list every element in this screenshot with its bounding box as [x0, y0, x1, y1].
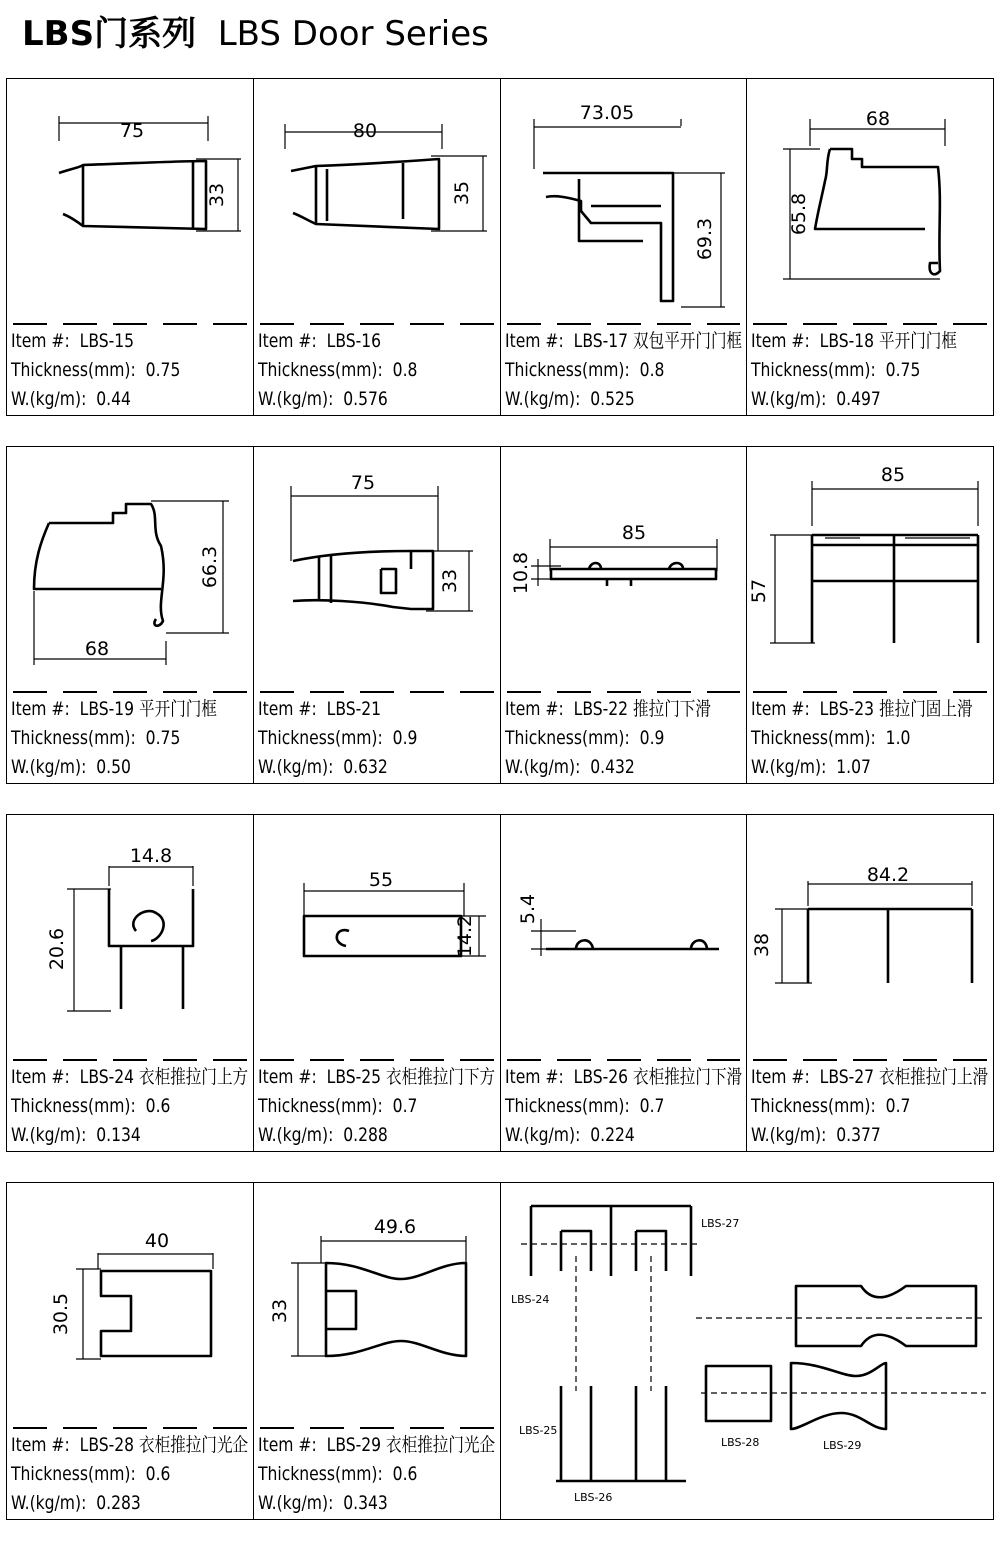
- spec-block: [258, 1431, 495, 1518]
- assembly-drawing: [501, 1183, 995, 1519]
- weight-label: W.(kg/m):: [504, 1124, 580, 1146]
- thickness-line: [505, 1092, 742, 1121]
- profile-drawing: [747, 815, 993, 1055]
- item-line: [505, 695, 711, 724]
- thickness-label: Thickness(mm):: [257, 359, 383, 381]
- thickness-line: [258, 1092, 495, 1121]
- profile-drawing: [501, 79, 747, 319]
- dimension-label: 68: [866, 108, 891, 130]
- item-label: Item #:: [257, 330, 317, 352]
- thickness-line: [11, 1460, 248, 1489]
- thickness-label: Thickness(mm):: [258, 1463, 383, 1485]
- assembly-label: LBS-25: [519, 1424, 558, 1437]
- product-card-lbs-15: [7, 79, 254, 415]
- thickness-line: [751, 356, 957, 385]
- product-card-lbs-19: [7, 447, 254, 783]
- assembly-label: LBS-28: [721, 1436, 760, 1449]
- weight-value: 0.432: [589, 756, 635, 778]
- profile-drawing: [501, 815, 747, 1055]
- dimension-label: 10.8: [509, 551, 532, 595]
- weight-line: [11, 1489, 248, 1518]
- weight-line: [11, 753, 217, 782]
- item-id: LBS-23: [819, 698, 875, 720]
- thickness-line: [751, 1092, 988, 1121]
- thickness-value: 0.8: [392, 359, 418, 381]
- dashed-divider: [507, 691, 741, 693]
- dashed-divider: [260, 691, 494, 693]
- thickness-value: 0.9: [392, 727, 418, 749]
- thickness-value: 0.9: [639, 727, 664, 749]
- item-line: [751, 327, 957, 356]
- item-label: Item #:: [258, 1434, 317, 1456]
- profile-drawing: [254, 1183, 500, 1423]
- weight-line: [505, 1121, 742, 1150]
- spec-block: [505, 327, 742, 414]
- weight-value: 0.44: [96, 388, 131, 410]
- item-id: LBS-26: [573, 1066, 628, 1088]
- item-label: Item #:: [11, 330, 70, 352]
- weight-value: 1.07: [836, 756, 872, 778]
- product-card-lbs-29: [254, 1183, 501, 1519]
- item-name: 双包平开门门框: [632, 330, 742, 352]
- item-line: [258, 695, 417, 724]
- dashed-divider: [507, 323, 741, 325]
- thickness-value: 1.0: [885, 727, 911, 749]
- thickness-label: Thickness(mm):: [11, 1095, 136, 1117]
- weight-label: W.(kg/m):: [11, 388, 87, 410]
- item-name: 推拉门固上滑: [879, 698, 973, 720]
- weight-label: W.(kg/m):: [11, 756, 87, 778]
- dashed-divider: [13, 1427, 247, 1429]
- assembly-label: LBS-29: [823, 1439, 862, 1452]
- item-name: 衣柜推拉门光企: [386, 1434, 496, 1456]
- dimension-label: 40: [144, 1230, 170, 1252]
- dimension-label: 35: [450, 180, 473, 206]
- item-id: LBS-21: [326, 698, 381, 720]
- weight-line: [258, 1489, 495, 1518]
- weight-label: W.(kg/m):: [258, 1492, 334, 1514]
- product-row: [6, 78, 994, 416]
- product-card-lbs-17: [501, 79, 748, 415]
- dashed-divider: [13, 691, 247, 693]
- item-line: [11, 1431, 248, 1460]
- thickness-line: [258, 1460, 495, 1489]
- profile-drawing: [501, 447, 747, 687]
- product-card-lbs-24: [7, 815, 254, 1151]
- thickness-label: Thickness(mm):: [504, 359, 630, 381]
- spec-block: [11, 1431, 248, 1518]
- thickness-value: 0.6: [145, 1463, 171, 1485]
- item-label: Item #:: [11, 1434, 70, 1456]
- product-card-lbs-18: [747, 79, 993, 415]
- dimension-label: 30.5: [50, 1292, 72, 1336]
- thickness-value: 0.8: [639, 359, 664, 381]
- item-line: [11, 327, 180, 356]
- dashed-divider: [260, 1427, 494, 1429]
- dimension-label: 75: [119, 120, 145, 142]
- thickness-value: 0.7: [639, 1095, 664, 1117]
- spec-block: [258, 695, 417, 782]
- thickness-value: 0.6: [392, 1463, 418, 1485]
- thickness-label: Thickness(mm):: [751, 1095, 877, 1117]
- item-name: 平开门门框: [879, 330, 958, 352]
- dashed-divider: [753, 1059, 987, 1061]
- assembly-label: LBS-26: [574, 1491, 613, 1504]
- product-card-lbs-23: [747, 447, 993, 783]
- item-line: [11, 1063, 248, 1092]
- item-id: LBS-19: [79, 698, 135, 720]
- dimension-label: 33: [206, 182, 228, 208]
- dimension-label: 57: [748, 578, 771, 604]
- dimension-label: 55: [368, 869, 393, 891]
- item-name: 衣柜推拉门上方: [139, 1066, 249, 1088]
- thickness-label: Thickness(mm):: [11, 727, 136, 749]
- weight-value: 0.343: [343, 1492, 388, 1514]
- thickness-label: Thickness(mm):: [504, 1095, 630, 1117]
- spec-block: [11, 695, 217, 782]
- dimension-label: 14.2: [453, 914, 476, 958]
- dimension-label: 49.6: [373, 1216, 417, 1238]
- dimension-label: 85: [621, 522, 646, 544]
- thickness-line: [505, 356, 742, 385]
- weight-label: W.(kg/m):: [257, 756, 334, 778]
- assembly-label: LBS-24: [511, 1293, 550, 1306]
- item-label: Item #:: [11, 1066, 70, 1088]
- product-card-lbs-16: [254, 79, 501, 415]
- item-name: 衣柜推拉门下滑: [632, 1066, 742, 1088]
- thickness-line: [505, 724, 711, 753]
- spec-block: [751, 695, 973, 782]
- weight-line: [505, 753, 711, 782]
- dashed-divider: [13, 323, 247, 325]
- item-id: LBS-17: [573, 330, 628, 352]
- item-name: 衣柜推拉门下方: [385, 1066, 495, 1088]
- thickness-value: 0.75: [145, 359, 181, 381]
- product-row: [6, 1182, 994, 1520]
- dimension-label: 20.6: [46, 927, 68, 971]
- page-title: [22, 6, 489, 55]
- item-label: Item #:: [257, 698, 317, 720]
- item-id: LBS-25: [326, 1066, 381, 1088]
- thickness-line: [11, 1092, 248, 1121]
- item-label: Item #:: [504, 330, 564, 352]
- dashed-divider: [260, 1059, 494, 1061]
- product-card-lbs-28: [7, 1183, 254, 1519]
- spec-block: [258, 1063, 495, 1150]
- weight-label: W.(kg/m):: [751, 1124, 827, 1146]
- thickness-label: Thickness(mm):: [11, 359, 136, 381]
- dimension-label: 84.2: [867, 864, 910, 886]
- weight-value: 0.50: [96, 756, 131, 778]
- item-line: [505, 327, 742, 356]
- dimension-label: 80: [352, 120, 377, 142]
- item-id: LBS-15: [79, 330, 135, 352]
- weight-value: 0.134: [96, 1124, 141, 1146]
- dimension-label: 65.8: [788, 192, 811, 236]
- item-line: [505, 1063, 742, 1092]
- title-code: LBS: [22, 14, 95, 54]
- item-line: [11, 695, 217, 724]
- profile-drawing: [254, 815, 500, 1055]
- dashed-divider: [13, 1059, 247, 1061]
- item-label: Item #:: [11, 698, 70, 720]
- dimension-label: 38: [751, 932, 774, 958]
- weight-line: [11, 1121, 248, 1150]
- weight-line: [505, 385, 742, 414]
- spec-block: [505, 1063, 742, 1150]
- dashed-divider: [753, 323, 987, 325]
- thickness-value: 0.6: [145, 1095, 171, 1117]
- weight-label: W.(kg/m):: [751, 756, 827, 778]
- item-label: Item #:: [751, 330, 810, 352]
- profile-drawing: [7, 1183, 253, 1423]
- item-line: [751, 1063, 988, 1092]
- title-cn: 门系列: [94, 14, 197, 54]
- dimension-label: 75: [350, 472, 375, 494]
- thickness-label: Thickness(mm):: [751, 359, 877, 381]
- thickness-value: 0.75: [145, 727, 181, 749]
- item-id: LBS-22: [573, 698, 628, 720]
- dashed-divider: [260, 323, 494, 325]
- thickness-line: [751, 724, 973, 753]
- item-line: [258, 1431, 495, 1460]
- item-line: [751, 695, 973, 724]
- dimension-label: 14.8: [129, 845, 173, 867]
- dimension-label: 85: [881, 464, 906, 486]
- product-card-lbs-25: [254, 815, 501, 1151]
- dashed-divider: [507, 1059, 741, 1061]
- dimension-label: 68: [84, 638, 110, 660]
- product-card-lbs-26: [501, 815, 748, 1151]
- profile-drawing: [747, 79, 993, 319]
- weight-line: [258, 1121, 495, 1150]
- dimension-label: 66.3: [199, 545, 221, 589]
- profile-drawing: [254, 79, 500, 319]
- weight-value: 0.632: [342, 756, 388, 778]
- product-row: [6, 446, 994, 784]
- thickness-label: Thickness(mm):: [11, 1463, 136, 1485]
- thickness-label: Thickness(mm):: [504, 727, 630, 749]
- thickness-line: [258, 724, 417, 753]
- item-label: Item #:: [257, 1066, 317, 1088]
- weight-label: W.(kg/m):: [11, 1492, 87, 1514]
- spec-block: [751, 327, 957, 414]
- weight-value: 0.224: [589, 1124, 635, 1146]
- thickness-label: Thickness(mm):: [751, 727, 877, 749]
- thickness-label: Thickness(mm):: [257, 727, 383, 749]
- thickness-line: [11, 356, 180, 385]
- weight-label: W.(kg/m):: [751, 388, 827, 410]
- item-label: Item #:: [504, 1066, 564, 1088]
- weight-value: 0.576: [342, 388, 388, 410]
- dimension-label: 33: [438, 568, 461, 594]
- weight-value: 0.283: [96, 1492, 141, 1514]
- weight-value: 0.288: [342, 1124, 388, 1146]
- item-label: Item #:: [504, 698, 564, 720]
- item-id: LBS-28: [79, 1434, 135, 1456]
- spec-block: [258, 327, 417, 414]
- profile-drawing: [7, 815, 253, 1055]
- thickness-label: Thickness(mm):: [257, 1095, 383, 1117]
- spec-block: [11, 327, 180, 414]
- weight-line: [258, 753, 417, 782]
- item-id: LBS-24: [79, 1066, 135, 1088]
- dashed-divider: [753, 691, 987, 693]
- assembly-label: LBS-27: [701, 1217, 740, 1230]
- dimension-label: 73.05: [579, 102, 634, 124]
- weight-line: [751, 385, 957, 414]
- weight-value: 0.525: [589, 388, 635, 410]
- weight-line: [751, 1121, 988, 1150]
- weight-label: W.(kg/m):: [257, 388, 334, 410]
- weight-value: 0.497: [836, 388, 882, 410]
- item-line: [258, 1063, 495, 1092]
- weight-line: [258, 385, 417, 414]
- item-id: LBS-29: [326, 1434, 382, 1456]
- dimension-label: 33: [269, 1298, 291, 1324]
- spec-block: [751, 1063, 988, 1150]
- product-row: [6, 814, 994, 1152]
- weight-label: W.(kg/m):: [504, 388, 580, 410]
- item-line: [258, 327, 417, 356]
- profile-drawing: [747, 447, 993, 687]
- weight-label: W.(kg/m):: [257, 1124, 334, 1146]
- item-label: Item #:: [751, 698, 810, 720]
- thickness-value: 0.7: [392, 1095, 418, 1117]
- profile-drawing: [7, 447, 253, 687]
- item-name: 衣柜推拉门上滑: [879, 1066, 989, 1088]
- thickness-value: 0.75: [885, 359, 921, 381]
- product-card-lbs-27: [747, 815, 993, 1151]
- spec-block: [11, 1063, 248, 1150]
- item-id: LBS-16: [326, 330, 381, 352]
- dimension-label: 5.4: [516, 893, 539, 925]
- profile-drawing: [7, 79, 253, 319]
- thickness-line: [11, 724, 217, 753]
- item-name: 推拉门下滑: [632, 698, 711, 720]
- product-card-lbs-21: [254, 447, 501, 783]
- item-name: 平开门门框: [139, 698, 217, 720]
- thickness-line: [258, 356, 417, 385]
- item-id: LBS-18: [819, 330, 875, 352]
- assembly-diagram: [501, 1183, 993, 1519]
- weight-label: W.(kg/m):: [11, 1124, 87, 1146]
- profile-drawing: [254, 447, 500, 687]
- item-label: Item #:: [751, 1066, 810, 1088]
- weight-line: [751, 753, 973, 782]
- weight-label: W.(kg/m):: [504, 756, 580, 778]
- weight-line: [11, 385, 180, 414]
- item-id: LBS-27: [819, 1066, 875, 1088]
- item-name: 衣柜推拉门光企: [139, 1434, 249, 1456]
- dimension-label: 69.3: [693, 217, 716, 261]
- spec-block: [505, 695, 711, 782]
- thickness-value: 0.7: [885, 1095, 911, 1117]
- title-en: LBS Door Series: [217, 14, 489, 54]
- weight-value: 0.377: [836, 1124, 882, 1146]
- product-card-lbs-22: [501, 447, 748, 783]
